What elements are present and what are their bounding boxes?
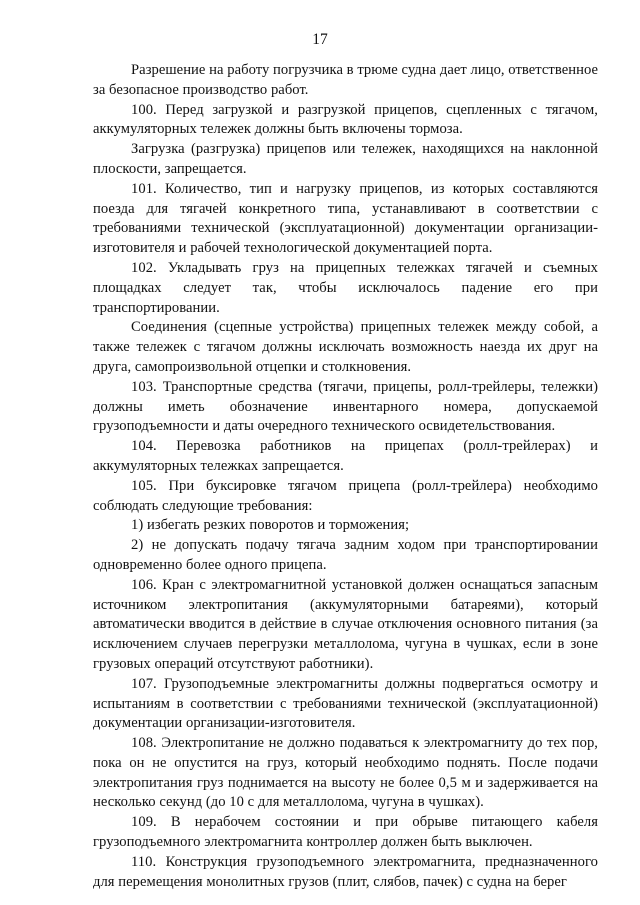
paragraph-101: 101. Количество, тип и нагрузку прицепов, из которых составляются поезда для тягачей конкретного типа, устанавливают в соответствии с требованиями технической (эксплуатационной) документации организации-изготовителя и рабочей технологической документацией порта.: [93, 180, 598, 257]
paragraph-103: 103. Транспортные средства (тягачи, прицепы, ролл-трейлеры, тележки) должны иметь обозначение инвентарного номера, допускаемой грузоподъемности и даты очередного технического освидетельствования.: [93, 378, 598, 435]
paragraph-109: 109. В нерабочем состоянии и при обрыве питающего кабеля грузоподъемного электромагнита контроллер должен быть выключен.: [93, 814, 598, 851]
list-item-2: 2) не допускать подачу тягача задним ходом при транспортировании одновременно более одного прицепа.: [93, 537, 598, 573]
list-item-1: 1) избегать резких поворотов и торможения;: [131, 517, 410, 534]
page-number: 17: [312, 31, 328, 48]
paragraph-108: 108. Электропитание не должно подаваться к электромагниту до тех пор, пока он не опустится на груз, который необходимо поднять. После подачи электропитания груз поднимается на высоту не более 0,5 м и задерживается на несколько секунд (до 10 с для металлолома, чугуна в чушках).: [93, 735, 598, 811]
paragraph-104: 104. Перевозка работников на прицепах (ролл-трейлерах) и аккумуляторных тележках запрещается.: [93, 438, 598, 474]
paragraph-incline-loading: Загрузка (разгрузка) прицепов или тележек, находящихся на наклонной плоскости, запрещается.: [93, 141, 598, 177]
paragraph-106: 106. Кран с электромагнитной установкой должен оснащаться запасным источником электропитания (аккумуляторными батареями), который автоматически вводится в действие в случае отключения основного питания (за исключением случаев перегрузки металлолома, чугуна в чушках, если в зоне грузовых операций отсутствуют работники).: [93, 576, 598, 672]
paragraph-100: 100. Перед загрузкой и разгрузкой прицепов, сцепленных с тягачом, аккумуляторных тележек должны быть включены тормоза.: [93, 101, 598, 138]
paragraph-110: 110. Конструкция грузоподъемного электромагнита, предназначенного для перемещения монолитных грузов (плит, слябов, пачек) с судна на берег: [93, 853, 598, 890]
paragraph-102: 102. Укладывать груз на прицепных тележках тягачей и съемных площадках следует так, чтобы исключалось падение его при транспортировании.: [93, 259, 598, 316]
document-body: [93, 61, 598, 892]
paragraph-loader-permission: Разрешение на работу погрузчика в трюме судна дает лицо, ответственное за безопасное производство работ.: [93, 62, 598, 98]
paragraph-107: 107. Грузоподъемные электромагниты должны подвергаться осмотру и испытаниям в соответствии с требованиями технической (эксплуатационной) документации организации-изготовителя.: [93, 675, 598, 732]
paragraph-couplings: Соединения (сцепные устройства) прицепных тележек между собой, а также тележек с тягачом должны исключать возможность наезда их друг на друга, самопроизвольной отцепки и столкновения.: [93, 319, 598, 375]
paragraph-105: 105. При буксировке тягачом прицепа (ролл-трейлера) необходимо соблюдать следующие требования:: [93, 477, 598, 514]
